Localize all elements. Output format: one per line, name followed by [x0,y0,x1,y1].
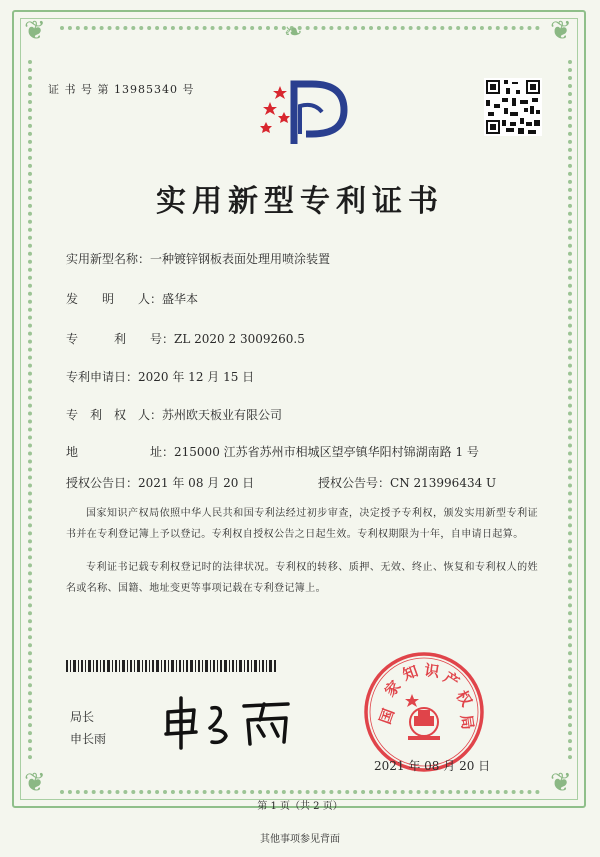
publication-number-row [318,474,496,491]
grant-date-row [66,474,254,491]
address-value: 215000 江苏省苏州市相城区望亭镇华阳村锦湖南路 1 号 [174,445,479,459]
corner-ornament-icon: ❦ [550,768,572,798]
barcode-icon [66,660,276,672]
certificate-title: 实用新型专利证书 [156,184,444,219]
seal-date: 2021 年 08 月 20 日 [374,759,491,773]
footer-note: 其他事项参见背面 [260,834,340,845]
svg-text:权: 权 [452,687,476,710]
page-number: 第 1 页（共 2 页） [257,801,343,812]
bottom-vine-decoration [60,790,540,794]
utility-model-name-row [66,250,330,267]
patentee-label: 专 利 权 人： [66,408,163,422]
grant-date-label: 授权公告日： [66,476,139,490]
top-center-ornament-icon: ❧ [284,20,303,45]
patentee-row [66,406,282,423]
inventor-row [66,290,198,307]
corner-ornament-icon: ❦ [24,768,46,798]
director-name: 申长雨 [70,732,107,746]
application-date-label: 专利申请日： [66,370,139,384]
grant-date-value: 2021 年 08 月 20 日 [138,476,255,490]
svg-text:知: 知 [400,661,421,684]
svg-text:识: 识 [423,661,441,681]
utility-model-name-label: 实用新型名称： [66,252,151,266]
publication-number-value: CN 213996434 U [390,476,497,490]
svg-text:局: 局 [457,713,477,731]
qr-code-icon [484,78,542,136]
right-vine-decoration [568,60,572,760]
official-seal [362,650,486,774]
patent-number-label: 专 利 号： [66,332,175,346]
svg-text:产: 产 [440,668,463,692]
corner-ornament-icon: ❦ [24,16,46,46]
application-date-value: 2020 年 12 月 15 日 [138,370,255,384]
grant-statement-paragraph: 国家知识产权局依照中华人民共和国专利法经过初步审查，决定授予专利权，颁发实用新型专利证书并在专利登记簿上予以登记。专利权自授权公告之日起生效。专利权期限为十年，自申请日起算。 [66,508,538,540]
handwritten-signature [160,690,300,750]
svg-text:国: 国 [375,706,398,727]
address-label: 地 址： [66,445,175,459]
inventor-value: 盛华本 [162,292,199,306]
inventor-label: 发 明 人： [66,292,163,306]
patent-number-value: ZL 2020 2 3009260.5 [174,332,305,346]
corner-ornament-icon: ❦ [550,16,572,46]
director-title: 局长 [70,710,95,724]
left-vine-decoration [28,60,32,760]
svg-text:家: 家 [381,677,405,701]
cnipa-logo-icon [254,72,350,152]
publication-number-label: 授权公告号： [318,476,391,490]
patent-number-row [66,330,305,347]
address-row [66,443,479,460]
legal-status-paragraph: 专利证书记载专利权登记时的法律状况。专利权的转移、质押、无效、终止、恢复和专利权人的姓名或名称、国籍、地址变更等事项记载在专利登记簿上。 [66,562,538,594]
patentee-value: 苏州欧天板业有限公司 [162,408,283,422]
utility-model-name-value: 一种镀锌钢板表面处理用喷涂装置 [150,252,331,266]
application-date-row [66,368,254,385]
certificate-number: 证 书 号 第 13985340 号 [48,83,195,96]
